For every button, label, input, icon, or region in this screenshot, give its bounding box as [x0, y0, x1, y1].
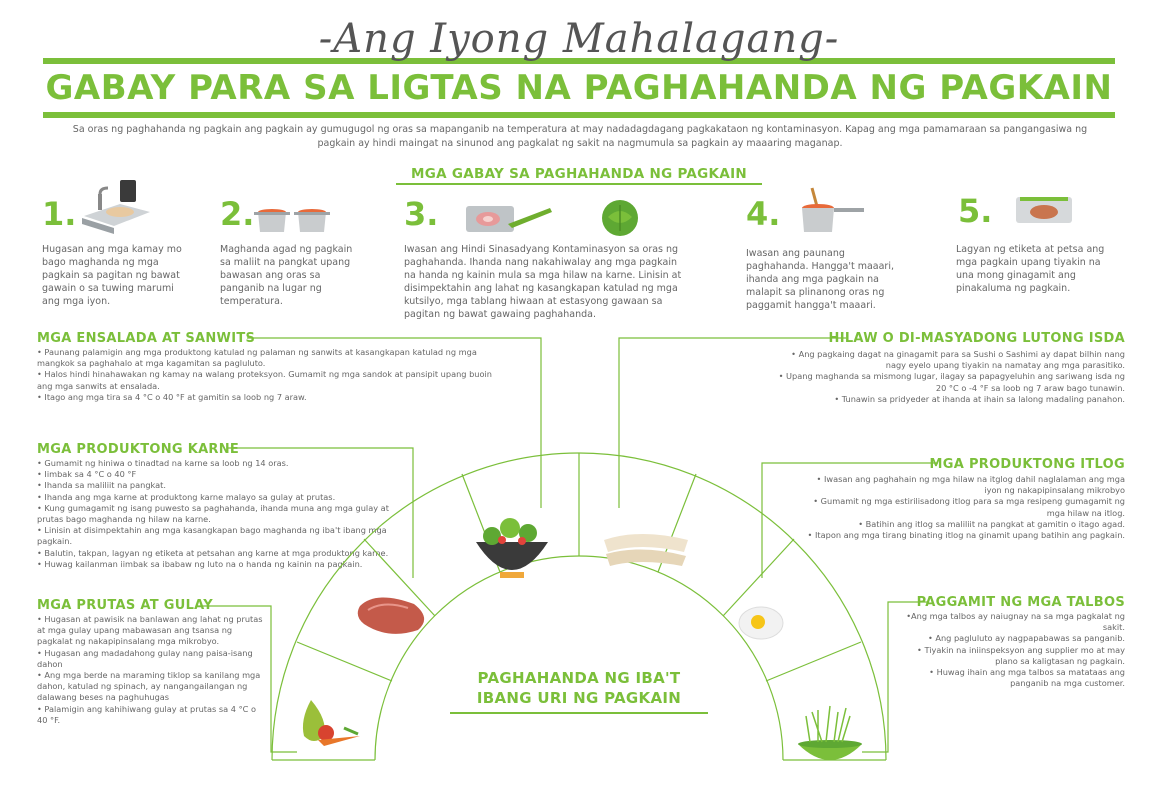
divider-line	[766, 642, 861, 681]
list-item: • Palamigin ang kahihiwang gulay at prutas sa 4 °C o 40 °F.	[37, 703, 256, 725]
center-title	[430, 668, 728, 708]
divider-line	[723, 539, 794, 616]
center-title-line1: PAGHAHANDA NG IBA'T	[477, 669, 681, 687]
list-item: • Hugasan at pawisik na banlawan ang lahat ng prutas at mga gulay upang mabawasan ang tsansa ng pagkalat ng nakapipinsalang mga mikrobyo.	[37, 614, 263, 647]
main-title: GABAY PARA SA LIGTAS NA PAGHAHANDA NG PAGKAIN	[45, 68, 1113, 108]
intro-text: Sa oras ng paghahanda ng pagkain ang pagkain ay gumugugol ng oras sa mapanganib na temperatura at may nadadagdagang pagkakataon ng kontaminasyon. Kapag ang mga pamamaraan sa pangangasiwa ng pagkain ay hindi maingat na sinunod ang pagkalat ng sakit na nagmumula sa pagkain ay maaaring maganap.	[72, 124, 1088, 149]
connector-eggs	[762, 463, 938, 578]
list-item: •Ang mga talbos ay naiugnay na sa mga pagkalat ng sakit.	[906, 611, 1125, 633]
connector-meat	[228, 448, 413, 578]
list-item: • Iimbak sa 4 °C o 40 °F	[37, 469, 137, 480]
connector-fruits	[196, 606, 297, 752]
script-title: -Ang Iyong Mahalagang-	[318, 16, 840, 62]
divider-line	[297, 642, 392, 681]
connector-salad	[247, 338, 541, 508]
fried-egg-icon	[739, 607, 783, 639]
sprouts-title: PAGGAMIT NG MGA TALBOS	[916, 595, 1125, 610]
list-item: • Halos hindi hinahawakan ng kamay na walang proteksyon. Gumamit ng mga sandok at pansipit upang buoin ang mga sanwits at ensalada.	[37, 369, 492, 391]
list-item: • Ang mga berde na maraming tiklop sa kanilang mga dahon, katulad ng spinach, ay nangangailangan ng dalawang beses na paghuhugas	[37, 670, 261, 703]
list-item: • Ihanda ang mga karne at produktong karne malayo sa gulay at prutas.	[37, 491, 336, 502]
list-item: • Gumamit ng hiniwa o tinadtad na karne sa loob ng 14 oras.	[37, 458, 289, 468]
list-item: • Ang pagluluto ay nagpapabawas sa panganib.	[927, 633, 1125, 644]
step-3-number: 3.	[404, 195, 439, 233]
list-item: • Linisin at disimpektahin ang mga kasangkapan bago maghanda ng iba't ibang mga pagkain.	[37, 525, 387, 547]
step-1-number: 1.	[42, 195, 77, 233]
list-item: • Hugasan ang madadahong gulay nang paisa-isang dahon	[37, 647, 253, 669]
list-item: • Tunawin sa pridyeder at ihanda at ihain sa lalong madaling panahon.	[834, 393, 1125, 404]
list-item: • Tiyakin na iniinspeksyon ang supplier mo at may plano sa kaligtasan ng pagkain.	[917, 644, 1125, 666]
list-item: • Gumamit ng mga estirilisadong itlog para sa mga resipeng gumagamit ng mga hilaw na itlog.	[813, 496, 1125, 518]
step-1-text: Hugasan ang mga kamay mo bago maghanda ng mga pagkain sa pagitan ng bawat gawain o sa tuwing marumi ang mga iyon.	[42, 244, 182, 307]
steak-icon	[358, 597, 424, 633]
step-2-text: Maghanda agad ng pagkain sa maliit na pangkat upang bawasan ang oras sa panganib na lugar ng temperatura.	[220, 244, 353, 307]
fruits-title: MGA PRUTAS AT GULAY	[37, 598, 213, 613]
step-3-text: Iwasan ang Hindi Sinasadyang Kontaminasyon sa oras ng paghahanda. Ihanda nang nakahiwalay ang mga pagkain na handa ng kainin mula sa mga hilaw na karne. Linisin at disimpektahin ang lahat ng kasangkapan katulad ng mga kutsilyo, mga tablang hiwaan at estasyong gawaan sa pagitan ng bawat gawaing paghahanda.	[404, 244, 682, 320]
list-item: • Paunang palamigin ang mga produktong katulad ng palaman ng sanwits at kasangkapan katulad ng mga mangkok sa paghahalo at mga kagamitan sa pagluluto.	[37, 347, 477, 369]
list-item: • Ang pagkaing dagat na ginagamit para sa Sushi o Sashimi ay dapat bilhin nang nagy eyelo upang tiyakin na namatay ang mga parasitiko.	[791, 349, 1125, 371]
list-item: • Upang maghanda sa mismong lugar, ilagay sa papagyeluhin ang sariwang isda ng 20 °C o -4 °F sa loob ng 7 araw bago tunawin.	[778, 371, 1125, 393]
list-item: • Iwasan ang paghahain ng mga hilaw na itglog dahil naglalaman ang mga iyon ng nakapipinsalang mikrobyo	[816, 474, 1125, 496]
list-item: • Balutin, takpan, lagyan ng etiketa at petsahan ang karne at mga produktong karne.	[37, 547, 389, 558]
list-item: • Huwag ihain ang mga talbos sa matataas ang panganib na mga customer.	[929, 667, 1125, 689]
connector-sprouts	[862, 602, 928, 752]
list-item: • Itago ang mga tira sa 4 °C o 40 °F at gamitin sa loob ng 7 araw.	[37, 391, 307, 402]
list-item: • Kung gumagamit ng isang puwesto sa paghahanda, ihanda muna ang mga gulay at prutas bago maghanda ng hilaw na karne.	[37, 502, 389, 525]
fish-fillets-icon	[604, 534, 688, 566]
list-item: • Itapon ang mga tirang binating itlog na ginamit upang batihin ang pagkain.	[807, 530, 1125, 541]
fish-title: HILAW O DI-MASYADONG LUTONG ISDA	[828, 331, 1125, 346]
sprouts-bowl-icon	[798, 706, 862, 760]
connector-fish	[619, 338, 846, 508]
eggs-title: MGA PRODUKTONG ITLOG	[929, 457, 1125, 472]
list-item: • Batihin ang itlog sa maliliit na pangkat at gamitin o itago agad.	[858, 518, 1125, 529]
step-4-text: Iwasan ang paunang paghahanda. Hangga't maaari, ihanda ang mga pagkain na malapit sa plinanong oras ng paggamit hangga't maaari.	[746, 248, 894, 311]
list-item: • Ihanda sa maliliit na pangkat.	[37, 480, 166, 491]
step-5-text: Lagyan ng etiketa at petsa ang mga pagkain upang tiyakin na una mong ginagamit ang pinakaluma ng pagkain.	[956, 244, 1105, 294]
step-5-number: 5.	[958, 192, 993, 230]
fruits-vegetables-icon	[303, 700, 360, 746]
center-title-line2: IBANG URI NG PAGKAIN	[476, 689, 682, 707]
step-4-number: 4.	[746, 195, 781, 233]
salad-bowl-icon	[476, 518, 548, 578]
step-2-number: 2.	[220, 195, 255, 233]
meat-title: MGA PRODUKTONG KARNE	[37, 442, 240, 457]
guides-title-text: MGA GABAY SA PAGHAHANDA NG PAGKAIN	[410, 166, 747, 182]
inner-arc	[375, 556, 783, 760]
salad-title: MGA ENSALADA AT SANWITS	[37, 331, 256, 346]
list-item: • Huwag kailanman iimbak sa ibabaw ng luto na o handa ng kainin na pagkain.	[37, 558, 363, 569]
